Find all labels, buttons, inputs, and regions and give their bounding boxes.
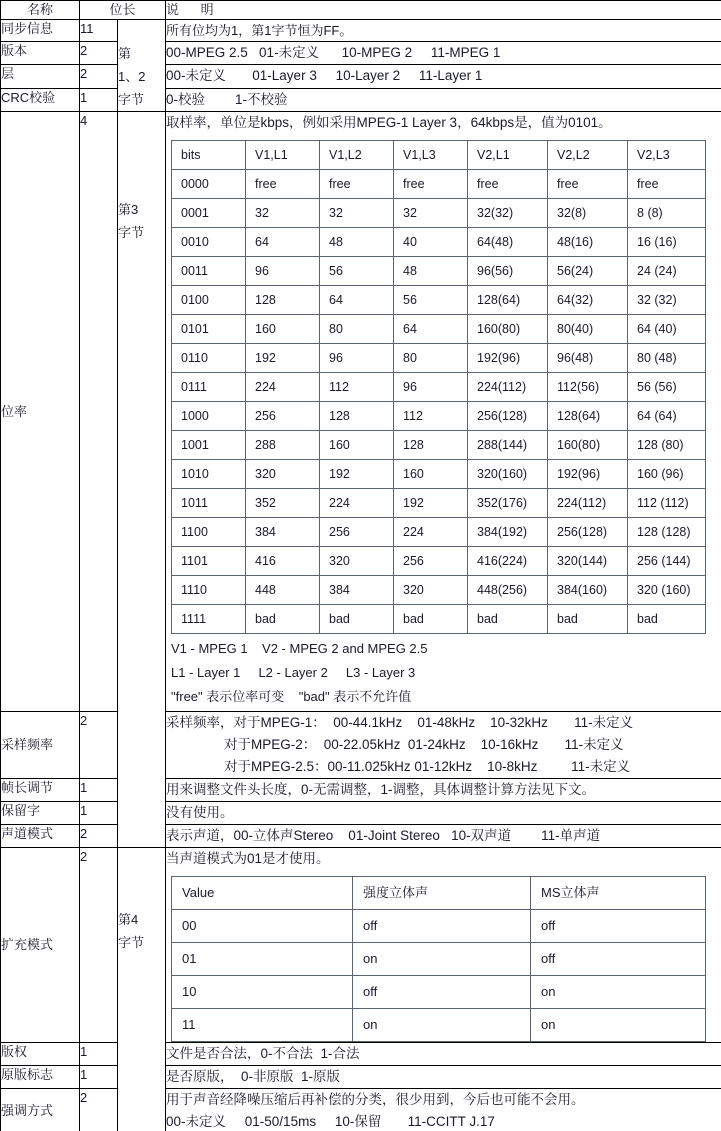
bitrate-row-cell: 96(48) [548, 344, 628, 373]
bitrate-row-cell: 0001 [172, 199, 246, 228]
bitrate-row [172, 431, 706, 460]
bitrate-row-cell: 80 (48) [628, 344, 706, 373]
table-row [1, 42, 721, 65]
bitrate-intro-text: 取样率，单位是kbps，例如采用MPEG-1 Layer 3，64kbps是，值为0101。 [166, 115, 612, 130]
bitrate-header-row-cell: V1,L3 [394, 141, 468, 170]
ms-row [172, 976, 706, 1009]
bitrate-row-cell: 224 [394, 518, 468, 547]
emphasis-line-2: 00-未定义 01-50/15ms 10-保留 11-CCITT J.17 [166, 1114, 495, 1129]
bitrate-row-cell: 160 [394, 460, 468, 489]
bitrate-row [172, 170, 706, 199]
ms-row-cell: on [353, 943, 531, 976]
bitrate-row-cell: 32 [320, 199, 394, 228]
ms-row [172, 943, 706, 976]
byte-group-line: 第4 [118, 912, 139, 927]
bitrate-row-cell: 96(56) [468, 257, 548, 286]
bitrate-row-cell: 384 [246, 518, 320, 547]
bitrate-row-cell: 256 [320, 518, 394, 547]
bitrate-note-line: "free" 表示位率可变 "bad" 表示不允许值 [171, 689, 412, 704]
bitrate-row-cell: 80 [394, 344, 468, 373]
bitrate-row-cell: 160(80) [548, 431, 628, 460]
table-row [1, 1043, 721, 1066]
bitrate-row-cell: 56 (56) [628, 373, 706, 402]
row-name-version: 版本 [1, 42, 80, 65]
bitrate-row-cell: 64 [394, 315, 468, 344]
row-bits-channelmode: 2 [80, 825, 118, 848]
bitrate-row-cell: 96 [320, 344, 394, 373]
bitrate-row-cell: 320 [320, 547, 394, 576]
bitrate-note-line: L1 - Layer 1 L2 - Layer 2 L3 - Layer 3 [171, 665, 416, 680]
bitrate-row-cell: 128 [394, 431, 468, 460]
bitrate-row-cell: 1001 [172, 431, 246, 460]
row-bits-copyright: 1 [80, 1043, 118, 1066]
bitrate-header-row-cell: bits [172, 141, 246, 170]
header-cell-name: 名称 [1, 1, 80, 20]
bitrate-row-cell: bad [394, 605, 468, 634]
bitrate-row [172, 257, 706, 286]
row-desc-layer: 00-未定义 01-Layer 3 10-Layer 2 11-Layer 1 [166, 68, 483, 84]
ms-header-row-cell: MS立体声 [531, 877, 706, 910]
bitrate-row [172, 605, 706, 634]
row-bits-samplerate: 2 [80, 712, 118, 779]
bitrate-row-cell: 128 (80) [628, 431, 706, 460]
row-name-original: 原版标志 [1, 1066, 80, 1089]
table-row [1, 848, 721, 1043]
bitrate-row-cell: 1111 [172, 605, 246, 634]
row-name-channelmode: 声道模式 [1, 825, 80, 848]
bitrate-header-row-cell: V2,L3 [628, 141, 706, 170]
bitrate-row-cell: free [468, 170, 548, 199]
row-bits-layer: 2 [80, 65, 118, 88]
row-name-emphasis: 强调方式 [1, 1089, 80, 1131]
bitrate-row-cell: 384(192) [468, 518, 548, 547]
emphasis-line-1: 用于声音经降噪压缩后再补偿的分类，很少用到，今后也可能不会用。 [166, 1092, 585, 1107]
row-name-samplerate: 采样频率 [1, 712, 80, 779]
bitrate-row-cell: 416(224) [468, 547, 548, 576]
row-name-bitrate: 位率 [1, 112, 80, 712]
samplerate-line-mpeg1: 采样频率，对于MPEG-1： 00-44.1kHz 01-48kHz 10-32kHz 11-未定义 [166, 715, 634, 730]
samplerate-line-mpeg25: 对于MPEG-2.5：00-11.025kHz 01-12kHz 10-8kHz 11-未定义 [224, 759, 631, 774]
row-bits-version: 2 [80, 42, 118, 65]
bitrate-row-cell: bad [468, 605, 548, 634]
table-header-row [1, 1, 721, 20]
bitrate-row-cell: 352(176) [468, 489, 548, 518]
bitrate-row-cell: 320 [246, 460, 320, 489]
bitrate-row [172, 518, 706, 547]
bitrate-row-cell: 160 [246, 315, 320, 344]
bitrate-row-cell: 32(8) [548, 199, 628, 228]
bitrate-row-cell: bad [320, 605, 394, 634]
bitrate-row-cell: 56 [394, 286, 468, 315]
bitrate-row-cell: 56(24) [548, 257, 628, 286]
bitrate-row-cell: 288 [246, 431, 320, 460]
table-row [1, 112, 721, 712]
table-row [1, 779, 721, 802]
bitrate-row-cell: 40 [394, 228, 468, 257]
bitrate-row-cell: 32 (32) [628, 286, 706, 315]
bitrate-row [172, 460, 706, 489]
row-desc-version: 00-MPEG 2.5 01-未定义 10-MPEG 2 11-MPEG 1 [166, 45, 501, 61]
bitrate-row-cell: 448(256) [468, 576, 548, 605]
bitrate-row [172, 576, 706, 605]
bitrate-row-cell: 0101 [172, 315, 246, 344]
bitrate-row [172, 315, 706, 344]
bitrate-row-cell: 256(128) [548, 518, 628, 547]
row-bits-private: 1 [80, 802, 118, 825]
bitrate-row-cell: 0011 [172, 257, 246, 286]
table-row [1, 1066, 721, 1089]
bitrate-row-cell: 96 [394, 373, 468, 402]
row-desc-sync: 所有位均为1，第1字节恒为FF。 [166, 20, 721, 42]
bitrate-row-cell: 192 [320, 460, 394, 489]
row-name-sync: 同步信息 [1, 20, 80, 42]
ms-header-row [172, 877, 706, 910]
bitrate-row-cell: 64 (64) [628, 402, 706, 431]
bitrate-row [172, 489, 706, 518]
bitrate-row-cell: 128(64) [548, 402, 628, 431]
bitrate-row-cell: 0010 [172, 228, 246, 257]
bitrate-row-cell: 256 (144) [628, 547, 706, 576]
byte-group-line: 第 [118, 46, 132, 61]
bitrate-row-cell: 256 [394, 547, 468, 576]
bitrate-row-cell: 320 (160) [628, 576, 706, 605]
row-name-padding: 帧长调节 [1, 779, 80, 802]
ms-row [172, 910, 706, 943]
bitrate-row-cell: 128 [246, 286, 320, 315]
bitrate-table-body [172, 141, 706, 634]
row-bits-padding: 1 [80, 779, 118, 802]
bitrate-row-cell: free [548, 170, 628, 199]
bitrate-row-cell: 56 [320, 257, 394, 286]
ms-row-cell: on [531, 976, 706, 1009]
table-row [1, 88, 721, 111]
bitrate-row-cell: 112(56) [548, 373, 628, 402]
row-bits-original: 1 [80, 1066, 118, 1089]
bitrate-row-cell: free [628, 170, 706, 199]
row-desc-channelmode: 表示声道，00-立体声Stereo 01-Joint Stereo 10-双声道 11-单声道 [166, 828, 601, 843]
bitrate-row-cell: 128 (128) [628, 518, 706, 547]
bitrate-row-cell: 64 [246, 228, 320, 257]
bitrate-row-cell: 320 [394, 576, 468, 605]
row-desc-copyright: 文件是否合法，0-不合法 1-合法 [166, 1046, 360, 1061]
ms-table-body [172, 877, 706, 1042]
bitrate-row-cell: 224(112) [548, 489, 628, 518]
bitrate-row-cell: 64 (40) [628, 315, 706, 344]
ms-row-cell: on [531, 1009, 706, 1042]
bitrate-row [172, 373, 706, 402]
byte-group-line: 字节 [118, 935, 145, 950]
row-desc-original: 是否原版， 0-非原版 1-原版 [166, 1069, 341, 1084]
bitrate-row-cell: 192 [394, 489, 468, 518]
bitrate-row-cell: 64(32) [548, 286, 628, 315]
row-name-private: 保留字 [1, 802, 80, 825]
table-row [1, 825, 721, 848]
bitrate-row-cell: 0100 [172, 286, 246, 315]
bitrate-row-cell: 48 [394, 257, 468, 286]
row-desc-private: 没有使用。 [166, 805, 234, 820]
mode-extension-table [171, 876, 706, 1042]
bitrate-row [172, 547, 706, 576]
ms-row-cell: on [353, 1009, 531, 1042]
bitrate-row-cell: 112 [320, 373, 394, 402]
bitrate-row-cell: 64(48) [468, 228, 548, 257]
bitrate-row-cell: 320(144) [548, 547, 628, 576]
bitrate-row-cell: bad [246, 605, 320, 634]
bitrate-lookup-table [171, 140, 706, 634]
bitrate-row-cell: 256 [246, 402, 320, 431]
bitrate-row [172, 228, 706, 257]
row-desc-crc: 0-校验 1-不校验 [166, 91, 288, 107]
bitrate-row-cell: 96 [246, 257, 320, 286]
row-desc-padding: 用来调整文件头长度，0-无需调整，1-调整，具体调整计算方法见下文。 [166, 782, 596, 797]
bitrate-row-cell: bad [548, 605, 628, 634]
bitrate-row-cell: 224(112) [468, 373, 548, 402]
row-name-modeext: 扩充模式 [1, 848, 80, 1043]
bitrate-row-cell: 384(160) [548, 576, 628, 605]
bitrate-row-cell: 0110 [172, 344, 246, 373]
bitrate-row-cell: bad [628, 605, 706, 634]
bitrate-row-cell: 224 [320, 489, 394, 518]
bitrate-header-row [172, 141, 706, 170]
bitrate-row-cell: 24 (24) [628, 257, 706, 286]
bitrate-row-cell: 416 [246, 547, 320, 576]
header-cell-description: 说 明 [166, 1, 721, 20]
bitrate-row-cell: 288(144) [468, 431, 548, 460]
row-bits-emphasis: 2 [80, 1089, 118, 1131]
bitrate-row-cell: 160(80) [468, 315, 548, 344]
ms-row-cell: off [531, 943, 706, 976]
bitrate-row-cell: 192(96) [468, 344, 548, 373]
row-name-copyright: 版权 [1, 1043, 80, 1066]
ms-header-row-cell: 强度立体声 [353, 877, 531, 910]
table-row [1, 65, 721, 88]
header-cell-bitlength: 位长 [80, 1, 166, 20]
bitrate-row-cell: 384 [320, 576, 394, 605]
modeext-intro-text: 当声道模式为01是才使用。 [166, 851, 330, 866]
bitrate-row-cell: 160 [320, 431, 394, 460]
bitrate-row-cell: 0111 [172, 373, 246, 402]
row-bits-sync: 11 [80, 20, 118, 42]
bitrate-notes [171, 637, 721, 709]
bitrate-header-row-cell: V1,L2 [320, 141, 394, 170]
bitrate-row-cell: 128 [320, 402, 394, 431]
bitrate-row-cell: free [320, 170, 394, 199]
row-bits-crc: 1 [80, 88, 118, 111]
bitrate-row-cell: 48(16) [548, 228, 628, 257]
bitrate-row-cell: 16 (16) [628, 228, 706, 257]
bitrate-row-cell: 1101 [172, 547, 246, 576]
bitrate-row-cell: 256(128) [468, 402, 548, 431]
bitrate-row-cell: 80(40) [548, 315, 628, 344]
bitrate-row-cell: 0000 [172, 170, 246, 199]
row-desc-samplerate [166, 712, 721, 779]
row-bits-modeext: 2 [80, 848, 118, 1043]
bitrate-row-cell: 1110 [172, 576, 246, 605]
bitrate-row-cell: 448 [246, 576, 320, 605]
samplerate-line-mpeg2: 对于MPEG-2： 00-22.05kHz 01-24kHz 10-16kHz 11-未定义 [224, 737, 624, 752]
row-desc-emphasis [166, 1089, 721, 1131]
bitrate-row-cell: 1010 [172, 460, 246, 489]
table-row [1, 1089, 721, 1131]
bitrate-row [172, 344, 706, 373]
byte-group-line: 第3 [118, 202, 139, 217]
bitrate-row [172, 286, 706, 315]
byte-group-line: 1、2 [118, 69, 146, 84]
bitrate-row [172, 402, 706, 431]
byte-group-line: 字节 [118, 225, 145, 240]
bitrate-row-cell: 8 (8) [628, 199, 706, 228]
bitrate-row-cell: 320(160) [468, 460, 548, 489]
ms-row-cell: 11 [172, 1009, 353, 1042]
row-bits-bitrate: 4 [80, 112, 118, 712]
bitrate-row-cell: 1000 [172, 402, 246, 431]
bitrate-row-cell: 1100 [172, 518, 246, 547]
bitrate-row-cell: free [394, 170, 468, 199]
row-desc-bitrate [166, 112, 721, 712]
ms-row-cell: off [353, 910, 531, 943]
row-desc-modeext [166, 848, 721, 1043]
row-name-crc: CRC校验 [1, 88, 80, 111]
bitrate-row-cell: 80 [320, 315, 394, 344]
table-row [1, 712, 721, 779]
bitrate-row [172, 199, 706, 228]
bitrate-row-cell: 32 [394, 199, 468, 228]
bitrate-row-cell: 1011 [172, 489, 246, 518]
bitrate-row-cell: 48 [320, 228, 394, 257]
table-row [1, 802, 721, 825]
bitrate-header-row-cell: V1,L1 [246, 141, 320, 170]
ms-row-cell: off [531, 910, 706, 943]
ms-row-cell: 01 [172, 943, 353, 976]
bitrate-row-cell: 32 [246, 199, 320, 228]
bitrate-row-cell: 128(64) [468, 286, 548, 315]
bitrate-header-row-cell: V2,L1 [468, 141, 548, 170]
bitrate-row-cell: 192(96) [548, 460, 628, 489]
row-name-layer: 层 [1, 65, 80, 88]
bitrate-row-cell: 192 [246, 344, 320, 373]
bitrate-row-cell: free [246, 170, 320, 199]
table-row [1, 20, 721, 42]
byte-group-4 [118, 848, 166, 1131]
bitrate-header-row-cell: V2,L2 [548, 141, 628, 170]
bitrate-note-line: V1 - MPEG 1 V2 - MPEG 2 and MPEG 2.5 [171, 641, 428, 656]
byte-group-1-2 [118, 20, 166, 112]
byte-group-line: 字节 [118, 92, 145, 107]
ms-row [172, 1009, 706, 1042]
bitrate-row-cell: 224 [246, 373, 320, 402]
bitrate-row-cell: 112 (112) [628, 489, 706, 518]
ms-header-row-cell: Value [172, 877, 353, 910]
bitrate-row-cell: 32(32) [468, 199, 548, 228]
ms-row-cell: off [353, 976, 531, 1009]
ms-row-cell: 00 [172, 910, 353, 943]
bitrate-row-cell: 112 [394, 402, 468, 431]
byte-group-3 [118, 112, 166, 848]
bitrate-row-cell: 352 [246, 489, 320, 518]
bitrate-row-cell: 64 [320, 286, 394, 315]
bitrate-row-cell: 160 (96) [628, 460, 706, 489]
ms-row-cell: 10 [172, 976, 353, 1009]
